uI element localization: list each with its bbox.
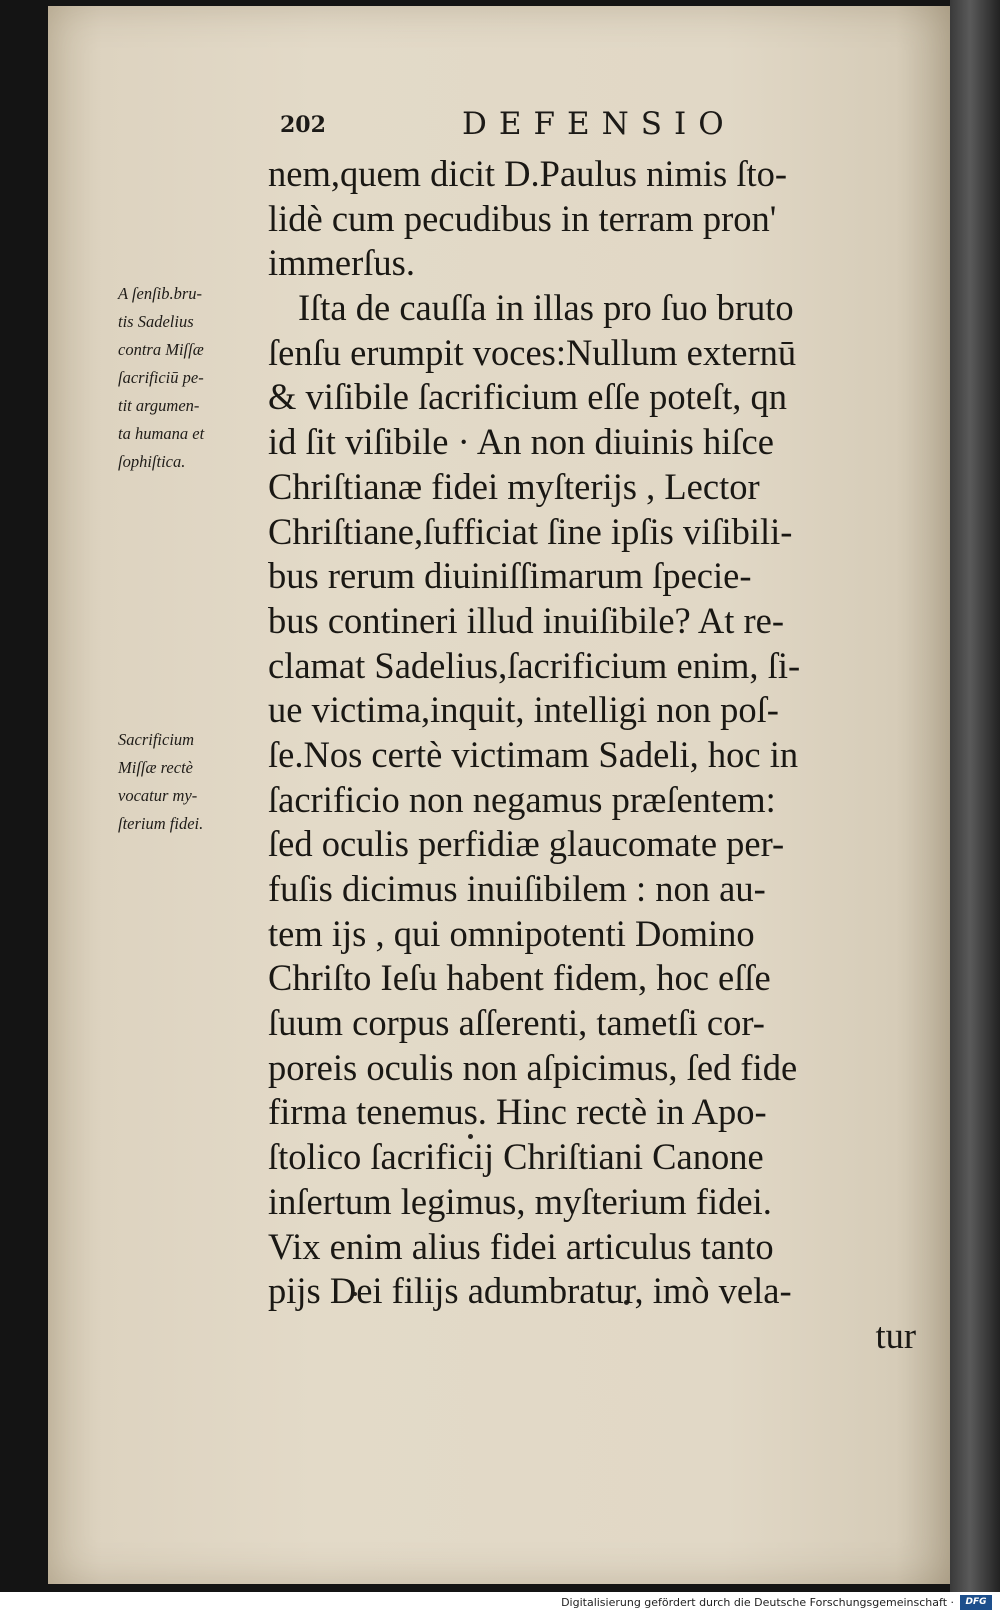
text-line: & viſibile ſacrificium eſſe poteſt, qn bbox=[268, 376, 787, 418]
text-line: id ſit viſibile · An non diuinis hiſce bbox=[268, 421, 774, 463]
note-line: contra Miſſæ bbox=[118, 340, 204, 359]
text-line: tem ijs , qui omnipotenti Domino bbox=[268, 912, 755, 954]
page-number: 202 bbox=[280, 112, 326, 138]
text-line: poreis oculis non aſpicimus, ſed fide bbox=[268, 1046, 798, 1088]
text-line: immerſus. bbox=[268, 242, 415, 284]
text-line: ſed oculis perfidiæ glaucomate per- bbox=[268, 823, 785, 865]
text-line: ue victima,inquit, intelligi non poſ- bbox=[268, 689, 779, 731]
note-line: tit argumen- bbox=[118, 396, 200, 415]
text-line: ſe.Nos certè victimam Sadeli, hoc in bbox=[268, 733, 799, 775]
text-line: firma tenemus. Hinc rectè in Apo- bbox=[268, 1091, 767, 1133]
main-text bbox=[268, 152, 918, 1359]
note-line: ſophiſtica. bbox=[118, 452, 186, 471]
text-line: Chriſtiane,ſufficiat ſine ipſis viſibili- bbox=[268, 510, 793, 552]
text-line: Chriſtianæ fidei myſterijs , Lector bbox=[268, 465, 760, 507]
running-title: DEFENSIO bbox=[462, 106, 736, 142]
marginal-note-2 bbox=[118, 726, 268, 838]
text-line: nem,quem dicit D.Paulus nimis ſto- bbox=[268, 153, 788, 194]
text-line: Chriſto Ieſu habent fidem, hoc eſſe bbox=[268, 957, 771, 999]
text-line: ſuum corpus aſſerenti, tametſi cor- bbox=[268, 1002, 765, 1044]
dfg-logo: DFG bbox=[960, 1595, 992, 1610]
note-line: ſterium fidei. bbox=[118, 814, 204, 833]
text-line: bus contineri illud inuiſibile? At re- bbox=[268, 599, 784, 641]
text-line: clamat Sadelius,ſacrificium enim, ſi- bbox=[268, 644, 801, 686]
text-line: Vix enim alius fidei articulus tanto bbox=[268, 1225, 774, 1267]
text-line: bus rerum diuiniſſimarum ſpecie- bbox=[268, 555, 752, 597]
marginal-note-1 bbox=[118, 280, 268, 476]
note-line: ta humana et bbox=[118, 424, 205, 443]
text-line: pijs Dei filijs adumbratur, imò vela- bbox=[268, 1270, 792, 1312]
note-line: Sacrificium bbox=[118, 730, 195, 749]
catchword: tur bbox=[875, 1314, 916, 1356]
text-line: Iſta de cauſſa in illas pro ſuo bruto bbox=[298, 287, 794, 329]
text-line: lidè cum pecudibus in terram pron' bbox=[268, 197, 777, 239]
text-line: inſertum legimus, myſterium fidei. bbox=[268, 1180, 772, 1222]
running-head bbox=[280, 106, 760, 146]
note-line: vocatur my- bbox=[118, 786, 198, 805]
text-line: ſenſu erumpit voces:Nullum externū bbox=[268, 331, 797, 373]
note-line: tis Sadelius bbox=[118, 312, 194, 331]
note-line: A ſenſib.bru- bbox=[118, 284, 203, 303]
text-line: ſacrificio non negamus præſentem: bbox=[268, 778, 776, 820]
text-line: ſtolico ſacrificij Chriſtiani Canone bbox=[268, 1136, 764, 1178]
footer-credit: Digitalisierung gefördert durch die Deutsche Forschungsgemeinschaft · bbox=[561, 1596, 954, 1609]
page-edge bbox=[950, 0, 1000, 1592]
note-line: ſacrificiū pe- bbox=[118, 368, 204, 387]
text-line: fuſis dicimus inuiſibilem : non au- bbox=[268, 868, 766, 909]
footer-bar bbox=[0, 1592, 1000, 1615]
note-line: Miſſæ rectè bbox=[118, 758, 193, 777]
